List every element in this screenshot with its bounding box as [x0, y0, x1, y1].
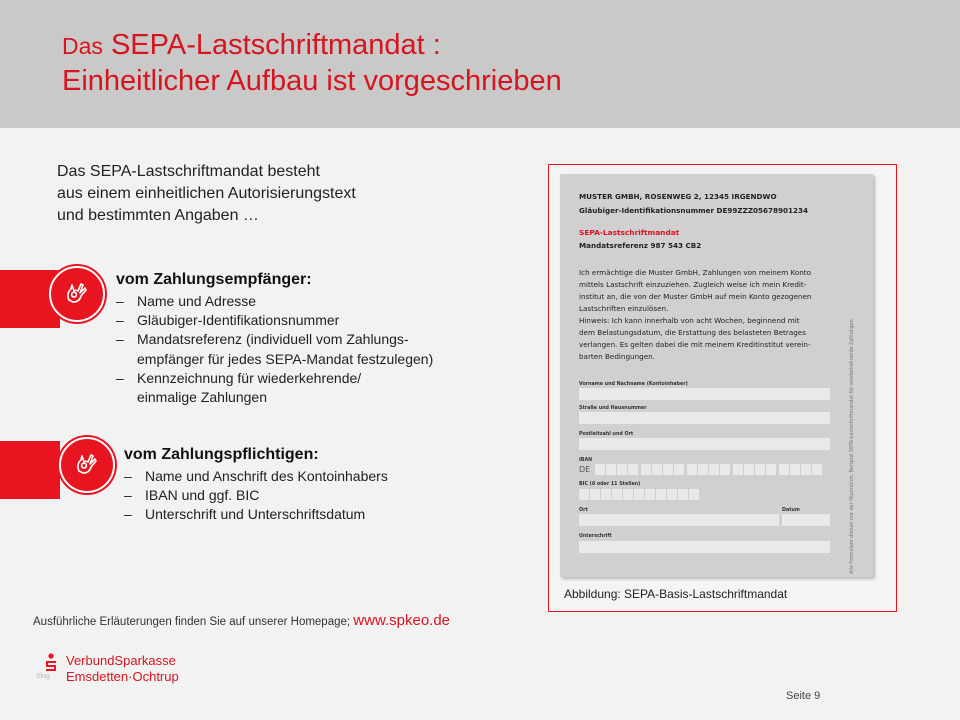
- form-char-box: [652, 464, 662, 475]
- form-field-label: Vorname und Nachname (Kontoinhaber): [579, 382, 688, 387]
- footer-note-text: Ausführliche Erläuterungen finden Sie auf unserer Homepage;: [33, 616, 351, 628]
- form-char-box: [689, 489, 699, 500]
- list-item: – Name und Adresse: [116, 293, 257, 309]
- form-text-line: mittels Lastschrift einzuziehen. Zugleich weise ich mein Kredit-: [579, 280, 807, 289]
- form-char-box: [720, 464, 730, 475]
- title-prefix: Das: [62, 33, 103, 59]
- form-char-box: [779, 464, 789, 475]
- form-field-box: [579, 438, 830, 450]
- header-band: [0, 0, 960, 128]
- form-field-label: BIC (8 oder 11 Stellen): [579, 482, 641, 487]
- list-item: – Gläubiger-Identifikationsnummer: [116, 312, 340, 329]
- form-text-line: dem Belastungsdatum, die Erstattung des belasteten Betrages: [579, 328, 806, 337]
- form-char-box: [623, 489, 633, 500]
- form-char-box: [667, 489, 677, 500]
- form-char-box: [601, 489, 611, 500]
- form-char-box: [628, 464, 638, 475]
- form-text-line: institut an, die von der Muster GmbH auf mein Konto gezogenen: [579, 292, 812, 301]
- ok-hand-icon: [49, 266, 105, 322]
- figure-caption: Abbildung: SEPA-Basis-Lastschriftmandat: [564, 587, 788, 601]
- form-char-box: [755, 464, 765, 475]
- form-char-box: [801, 464, 811, 475]
- form-char-box: [744, 464, 754, 475]
- form-creditor-id: Gläubiger-Identifikationsnummer DE99ZZZ05678901234: [579, 206, 809, 215]
- form-iban-prefix: DE: [579, 465, 591, 474]
- logo-small-text: Slog: [36, 673, 51, 680]
- form-figure: [548, 164, 897, 612]
- title-subtitle: Einheitlicher Aufbau ist vorgeschrieben: [62, 65, 562, 97]
- intro-text: [57, 161, 437, 227]
- form-field-box: [782, 514, 830, 526]
- form-char-box: [790, 464, 800, 475]
- form-field-label: Ort: [579, 508, 588, 513]
- form-char-box: [678, 489, 688, 500]
- intro-line: Das SEPA-Lastschriftmandat besteht: [57, 163, 320, 180]
- form-field-box: [579, 514, 779, 526]
- form-field-label: IBAN: [579, 458, 593, 463]
- form-side-note: Alle Formulare dienen nur der Illustration. Beispiel SEPA-Lastschriftmandat für wiederkehrende Zahlungen: [850, 319, 855, 574]
- logo-text: [66, 653, 179, 685]
- section2-title: vom Zahlungspflichtigen:: [124, 446, 319, 463]
- form-creditor-line: MUSTER GMBH, ROSENWEG 2, 12345 IRGENDWO: [579, 192, 777, 201]
- form-text-line: Hinweis: Ich kann innerhalb von acht Wochen, beginnend mit: [579, 316, 800, 325]
- intro-line: aus einem einheitlichen Autorisierungstext: [57, 185, 356, 202]
- form-char-box: [617, 464, 627, 475]
- form-field-box: [579, 541, 830, 553]
- section2-list: [124, 467, 388, 525]
- sparkasse-s-icon: [44, 653, 58, 673]
- form-field-label: Datum: [782, 508, 800, 513]
- form-field-label: Postleitzahl und Ort: [579, 432, 634, 437]
- section1-list: [116, 292, 433, 407]
- intro-line: und bestimmten Angaben …: [57, 207, 259, 224]
- form-char-box: [709, 464, 719, 475]
- section1-title: vom Zahlungsempfänger:: [116, 271, 312, 288]
- form-field-box: [579, 412, 830, 424]
- form-char-box: [634, 489, 644, 500]
- form-char-box: [663, 464, 673, 475]
- form-field-label: Straße und Hausnummer: [579, 406, 647, 411]
- form-mandate-title: SEPA-Lastschriftmandat: [579, 228, 680, 237]
- form-text-line: verlangen. Es gelten dabei die mit meinem Kreditinstitut verein-: [579, 340, 811, 349]
- title-main: SEPA-Lastschriftmandat :: [110, 29, 441, 61]
- page-number: Seite 9: [786, 690, 821, 702]
- form-char-box: [590, 489, 600, 500]
- form-char-box: [687, 464, 697, 475]
- list-item: – Mandatsreferenz (individuell vom Zahlungs- empfänger für jedes SEPA-Mandat festzulegen): [116, 331, 434, 367]
- form-char-box: [641, 464, 651, 475]
- form-text-line: Ich ermächtige die Muster GmbH, Zahlungen von meinem Konto: [579, 268, 812, 277]
- list-item: – Unterschrift und Unterschriftsdatum: [124, 506, 366, 523]
- form-char-box: [606, 464, 616, 475]
- form-field-box: [579, 388, 830, 400]
- section2-tab: [0, 441, 60, 499]
- form-char-box: [733, 464, 743, 475]
- form-char-box: [612, 489, 622, 500]
- form-char-box: [812, 464, 822, 475]
- form-field-label: Unterschrift: [579, 534, 612, 539]
- form-char-box: [766, 464, 776, 475]
- form-char-box: [698, 464, 708, 475]
- form-char-box: [645, 489, 655, 500]
- page-title: [62, 28, 562, 99]
- ok-hand-icon: [59, 437, 115, 493]
- list-item: – Name und Anschrift des Kontoinhabers: [124, 468, 388, 484]
- form-text-line: barten Bedingungen.: [579, 352, 655, 361]
- list-item: – Kennzeichnung für wiederkehrende/ einmalige Zahlungen: [116, 369, 362, 406]
- footer-note: [33, 612, 450, 629]
- homepage-link[interactable]: www.spkeo.de: [353, 612, 451, 629]
- sepa-form-image: [560, 174, 873, 577]
- logo-line: VerbundSparkasse: [66, 653, 176, 668]
- form-char-box: [674, 464, 684, 475]
- form-mandate-ref: Mandatsreferenz 987 543 CB2: [579, 241, 702, 250]
- form-char-box: [595, 464, 605, 475]
- form-text-line: Lastschriften einzulösen.: [579, 304, 669, 313]
- logo-line: Emsdetten·Ochtrup: [66, 669, 179, 684]
- form-char-box: [656, 489, 666, 500]
- list-item: – IBAN und ggf. BIC: [124, 487, 260, 504]
- form-char-box: [579, 489, 589, 500]
